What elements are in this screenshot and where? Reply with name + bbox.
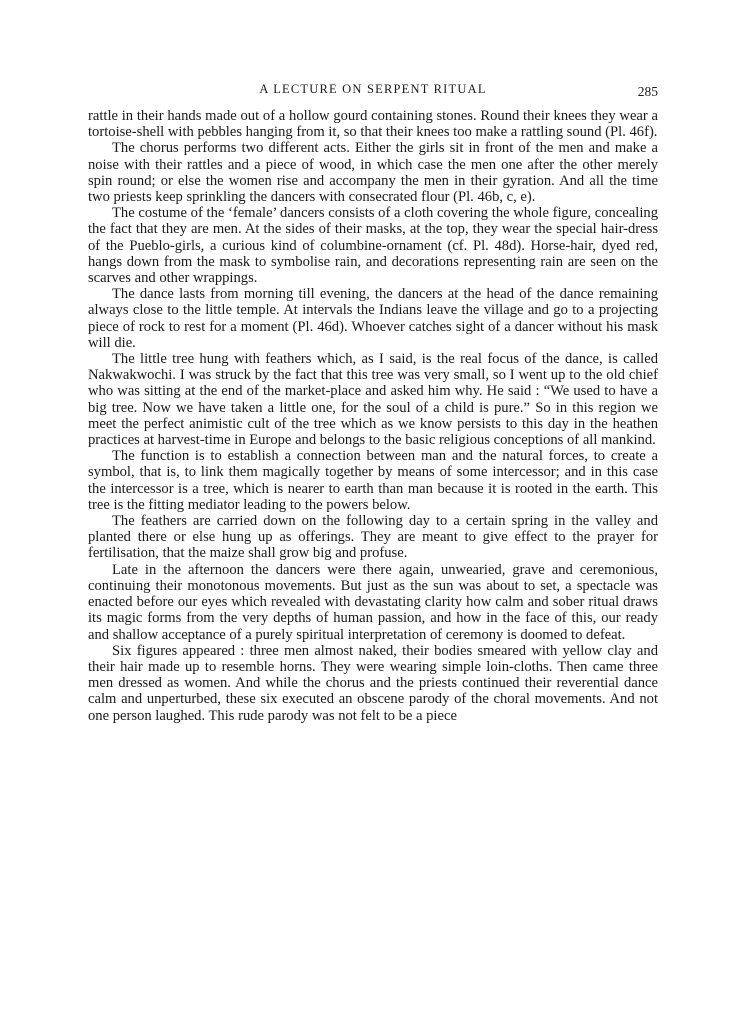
paragraph: The little tree hung with feathers which, as I said, is the real focus of the dance, is called Nakwakwochi. I was struck by the fact that this tree was very small, so I went up to the old chief who was sitting at the end of the market-place and asked him why. He said : “We used to have a big tree. Now we have taken a little one, for the soul of a child is pure.” So in this region we meet the perfect animistic cult of the tree which as we know persists to this day in the heathen practices at harvest-time in Europe and belongs to the basic religious conceptions of all mankind. <box>88 351 658 449</box>
paragraph: The chorus performs two different acts. Either the girls sit in front of the men and make a noise with their rattles and a piece of wood, in which case the men one after the other merely spin round; or else the women rise and accompany the men in their gyration. And all the time two priests keep sprinkling the dancers with consecrated flour (Pl. 46b, c, e). <box>88 140 658 206</box>
body-text <box>88 108 658 724</box>
paragraph: The feathers are carried down on the following day to a certain spring in the valley and planted there or else hung up as offerings. They are meant to give effect to the prayer for fertilisation, that the maize shall grow big and profuse. <box>88 513 658 562</box>
paragraph-continued: rattle in their hands made out of a hollow gourd containing stones. Round their knees they wear a tortoise-shell with pebbles hanging from it, so that their knees too make a rattling sound (Pl. 46f). <box>88 108 658 141</box>
running-title: A LECTURE ON SERPENT RITUAL <box>259 82 487 96</box>
paragraph: The dance lasts from morning till evening, the dancers at the head of the dance remaining always close to the little temple. At intervals the Indians leave the village and go to a projecting piece of rock to rest for a moment (Pl. 46d). Whoever catches sight of a dancer without his mask will die. <box>88 286 658 351</box>
paragraph: The costume of the ‘female’ dancers consists of a cloth covering the whole figure, concealing the fact that they are men. At the sides of their masks, at the top, they wear the special hair-dress of the Pueblo-girls, a curious kind of columbine-ornament (cf. Pl. 48d). Horse-hair, dyed red, hangs down from the mask to symbolise rain, and decorations representing rain are seen on the scarves and other wrappings. <box>88 205 658 287</box>
paragraph: Six figures appeared : three men almost naked, their bodies smeared with yellow clay and their hair made up to resemble horns. They were wearing simple loin-cloths. Then came three men dressed as women. And while the chorus and the priests continued their reverential dance calm and unperturbed, these six executed an obscene parody of the choral movements. And not one person laughed. This rude parody was not felt to be a piece <box>88 642 658 724</box>
page-number: 285 <box>637 84 658 99</box>
running-head <box>88 82 658 102</box>
paragraph: The function is to establish a connection between man and the natural forces, to create a symbol, that is, to link them magically together by means of some intercessor; and in this case the intercessor is a tree, which is nearer to earth than man because it is rooted in the earth. This tree is the fitting mediator leading to the powers below. <box>88 448 658 513</box>
paragraph: Late in the afternoon the dancers were there again, unwearied, grave and ceremonious, continuing their monotonous movements. But just as the sun was about to set, a spectacle was enacted before our eyes which revealed with devastating clarity how calm and sober ritual draws its magic forms from the very depths of human passion, and how in the face of this, our ready and shallow acceptance of a purely spiritual interpretation of ceremony is doomed to defeat. <box>88 561 658 643</box>
